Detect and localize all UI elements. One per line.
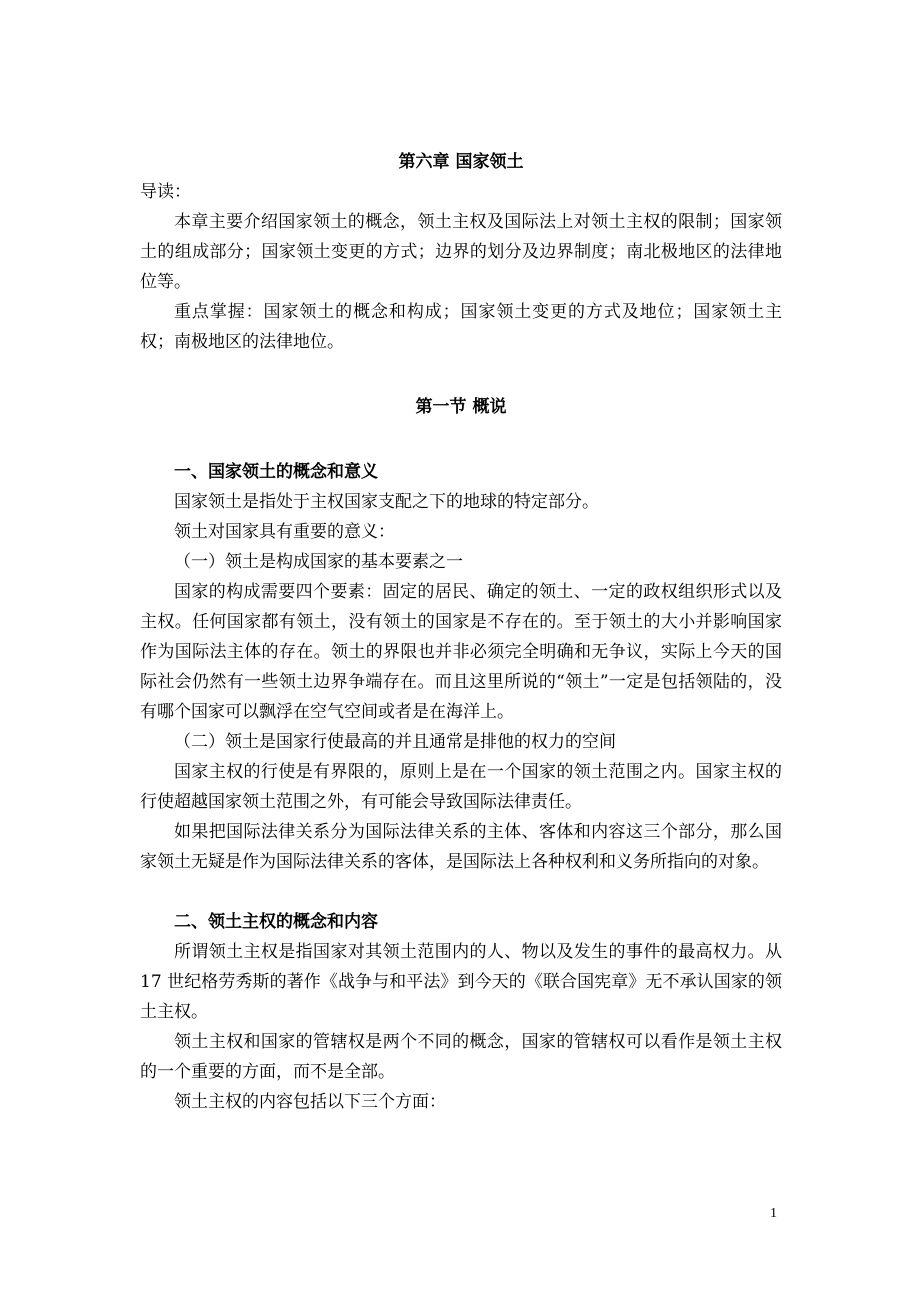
part1-subheading-2: （二）领土是国家行使最高的并且通常是排他的权力的空间	[174, 732, 616, 752]
part1-paragraph-3: 国家的构成需要四个要素：固定的居民、确定的领土、一定的政权组织形式以及主权。任何国家都有领土，没有领土的国家是不存在的。至于领土的大小并影响国家作为国际法主体的存在。领土的界限也并非必须完全明确和无争议，实际上今天的国际社会仍然有一些领土边界争端存在。而且这里所说的“领土”一定是包括领陆的，没有哪个国家可以飘浮在空气空间或者是在海洋上。	[140, 582, 782, 722]
chapter-title: 第六章 国家领土	[398, 152, 524, 172]
part1-paragraph-2: 领土对国家具有重要的意义：	[174, 522, 395, 542]
part1-paragraph-1: 国家领土是指处于主权国家支配之下的地球的特定部分。	[174, 492, 599, 512]
guide-key-points: 重点掌握：国家领土的概念和构成；国家领土变更的方式及地位；国家领土主权；南极地区的法律地位。	[140, 302, 782, 352]
section-title: 第一节 概说	[415, 397, 507, 417]
part2-paragraph-2: 领土主权和国家的管辖权是两个不同的概念，国家的管辖权可以看作是领土主权的一个重要的方面，而不是全部。	[140, 1032, 782, 1082]
guide-label: 导读：	[140, 182, 191, 202]
part1-paragraph-4: 国家主权的行使是有界限的，原则上是在一个国家的领土范围之内。国家主权的行使超越国家领土范围之外，有可能会导致国际法律责任。	[140, 762, 782, 812]
part2-paragraph-3: 领土主权的内容包括以下三个方面：	[174, 1092, 446, 1112]
page-number: 1	[770, 1206, 777, 1221]
part2-heading: 二、领土主权的概念和内容	[174, 912, 378, 932]
guide-paragraph: 本章主要介绍国家领土的概念，领土主权及国际法上对领土主权的限制；国家领土的组成部分；国家领土变更的方式；边界的划分及边界制度；南北极地区的法律地位等。	[140, 212, 782, 292]
page-body	[140, 147, 782, 1117]
part1-heading: 一、国家领土的概念和意义	[174, 462, 378, 482]
part2-paragraph-1: 所谓领土主权是指国家对其领土范围内的人、物以及发生的事件的最高权力。从 17 世纪格劳秀斯的著作《战争与和平法》到今天的《联合国宪章》无不承认国家的领土主权。	[140, 942, 782, 1022]
part1-paragraph-5: 如果把国际法律关系分为国际法律关系的主体、客体和内容这三个部分，那么国家领土无疑是作为国际法律关系的客体，是国际法上各种权利和义务所指向的对象。	[140, 822, 782, 872]
part1-subheading-1: （一）领土是构成国家的基本要素之一	[174, 552, 463, 572]
